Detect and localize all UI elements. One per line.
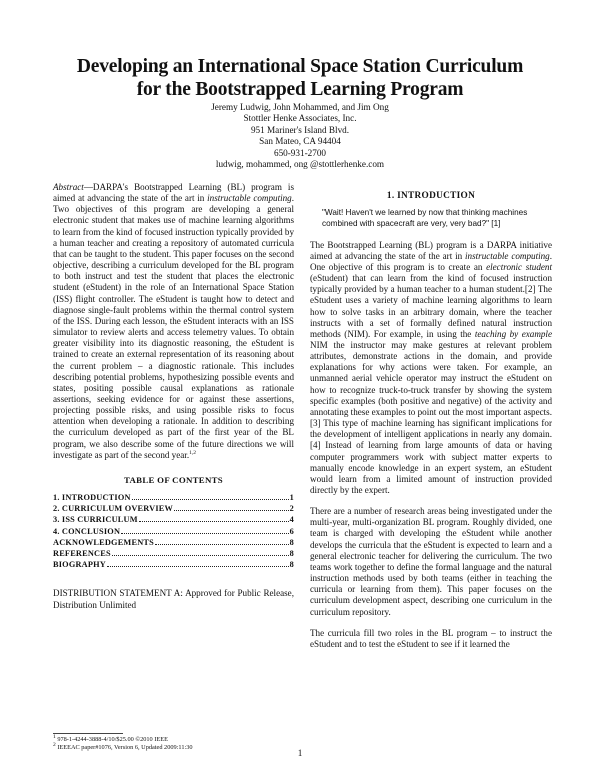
title-line-1: Developing an International Space Station Curriculum (76, 56, 524, 77)
author-phone: 650-931-2700 (273, 147, 327, 158)
toc-entry-page: 2 (289, 504, 294, 514)
table-of-contents (53, 492, 294, 570)
toc-entry-label: 4. CONCLUSION (53, 526, 121, 536)
abstract-label: Abstract (53, 182, 84, 192)
footnotes (53, 733, 294, 753)
abstract-text-2: . Two objectives of this program are developing a general electronic student that makes use of machine learning algorithms to learn from the kind of focused instruction typically provided by a human teacher and creating a repository of automated curricula that can be taught to the student. This paper focuses on the second objective, describing a curriculum developed for the BL program to both instruct and test the student that places the electronic student (eStudent) in the role of an International Space Station (ISS) flight controller. The eStudent is taught how to detect and diagnose single-fault problems within the thermal control system of the ISS. During each lesson, the eStudent interacts with an ISS simulator to review alerts and access telemetry values. To obtain greater visibility into its diagnostic reasoning, the eStudent is trained to create an external representation of its reasoning about the current problem – a diagnostic rationale. This includes describing potential problems, hypothesizing possible events and states, positing possible causal explanations as rationale assertions, seeking evidence for or against these assertions, projecting possible risks, and using possible risks to focus attention when developing a rationale. In addition to describing the curriculum developed as part of the first year of the BL program, we also describe some of the future directions we will investigate as part of the second year. (53, 193, 295, 460)
footnote-mark: 2 (53, 742, 56, 749)
abstract-footnote-marks: 1,2 (189, 449, 196, 456)
toc-entry-page: 4 (289, 515, 294, 525)
author-street: 951 Mariner's Island Blvd. (250, 124, 350, 135)
toc-entry[interactable] (53, 537, 294, 548)
intro-text-2: . One objective of this program is to create an (310, 250, 552, 272)
toc-entry-page: 1 (289, 493, 294, 503)
toc-leader-dots (174, 503, 289, 511)
introduction-paragraph-2: There are a number of research areas being investigated under the multi-year, multi-organization BL program. Roughly divided, one team is charged with developing the eStudent while another develops the curricula that the eStudent is expected to learn and a general electronic teacher for delivering the curriculum. The two teams work together to define the formal language and the natural instruction methods used by both teams (either in teaching the curricula or learning from them). This paper focuses on the curriculum development aspect, describing one curriculum in the curriculum repository. (310, 506, 552, 617)
toc-entry-page: 8 (289, 560, 294, 570)
toc-entry-page: 6 (289, 526, 294, 536)
abstract-italic-1: instructable computing (207, 193, 292, 204)
epigraph-quote: "Wait! Haven't we learned by now that thinking machines combined with spacecraft are very, very bad?" [1] (322, 208, 528, 229)
toc-entry-label: ACKNOWLEDGEMENTS (53, 537, 154, 547)
intro-text-1: The Bootstrapped Learning (BL) program is a DARPA initiative aimed at advancing the state of the art in (310, 239, 552, 261)
author-email: ludwig, mohammed, ong @stottlerhenke.com (215, 159, 385, 170)
toc-leader-dots (121, 526, 289, 534)
introduction-paragraph-1 (310, 240, 552, 497)
page-number: 1 (297, 748, 303, 758)
abstract-text-1: —DARPA's Bootstrapped Learning (BL) program is aimed at advancing the state of the art in (53, 182, 294, 204)
toc-entry-page: 8 (289, 537, 294, 547)
footnote (53, 744, 294, 752)
footnote-text: IEEEAC paper#1076, Version 6, Updated 2009:11:30 (55, 744, 193, 752)
toc-leader-dots (155, 537, 289, 545)
toc-entry-label: 2. CURRICULUM OVERVIEW (53, 504, 174, 514)
toc-entry[interactable] (53, 503, 294, 514)
toc-title: TABLE OF CONTENTS (124, 474, 223, 485)
paper-title (30, 55, 570, 101)
footnote-mark: 1 (53, 733, 56, 740)
toc-entry-label: BIOGRAPHY (53, 560, 106, 570)
toc-leader-dots (107, 559, 289, 567)
distribution-statement: DISTRIBUTION STATEMENT A: Approved for Public Release, Distribution Unlimited (53, 588, 294, 611)
toc-entry[interactable] (53, 514, 294, 525)
toc-entry[interactable] (53, 559, 294, 570)
toc-leader-dots (139, 514, 289, 522)
introduction-paragraph-3: The curricula fill two roles in the BL program – to instruct the eStudent and to test the eStudent to see if it learned the (310, 627, 552, 649)
author-names: Jeremy Ludwig, John Mohammed, and Jim Ong (211, 102, 389, 112)
toc-entry-page: 8 (289, 549, 294, 559)
toc-entry[interactable] (53, 492, 294, 503)
intro-italic-1: instructable computing (465, 250, 550, 261)
toc-entry-label: 3. ISS CURRICULUM (53, 515, 138, 525)
footnote-text: 978-1-4244-3888-4/10/$25.00 ©2010 IEEE (55, 736, 168, 743)
intro-text-3: (eStudent) that can learn from the kind of focused instruction typically provided by a human teacher to a human student.[2] The eStudent uses a variety of machine learning algorithms to learn how to solve tasks in an arbitrary domain, where the teacher instructs with a set of formally defined natural instruction methods (NIM). For example, in using the (310, 273, 552, 339)
intro-italic-3: teaching by example (474, 328, 552, 339)
author-organization: Stottler Henke Associates, Inc. (243, 113, 357, 124)
left-column (53, 182, 294, 611)
right-column (310, 191, 552, 650)
introduction-heading: 1. INTRODUCTION (386, 191, 476, 201)
intro-italic-2: electronic student (486, 261, 552, 272)
title-line-2: for the Bootstrapped Learning Program (136, 79, 464, 100)
author-block (100, 102, 500, 170)
toc-entry[interactable] (53, 526, 294, 537)
footnote-rule (53, 733, 123, 734)
intro-text-4: NIM the instructor may make gestures at relevant problem attributes, demonstrate actions in the domain, and provide explanations for why actions were taken. For example, an unmanned aerial vehicle operator may instruct the eStudent on how to recognize truck-to-truck transfer by showing the system specific examples (both positive and negative) of the activity and annotating these examples to point out the most important aspects.[3] This type of machine learning has significant implications for the development of intelligent applications in nearly any domain.[4] Instead of learning from large amounts of data or having computer programmers work with subject matter experts to manually encode knowledge in an expert system, an eStudent would learn from a limited amount of instruction provided directly by the expert. (310, 339, 552, 495)
toc-entry-label: 1. INTRODUCTION (53, 493, 131, 503)
toc-leader-dots (112, 548, 289, 556)
abstract (53, 182, 294, 461)
toc-entry-label: REFERENCES (53, 549, 111, 559)
toc-leader-dots (132, 492, 289, 500)
toc-entry[interactable] (53, 548, 294, 559)
author-city: San Mateo, CA 94404 (259, 136, 341, 147)
